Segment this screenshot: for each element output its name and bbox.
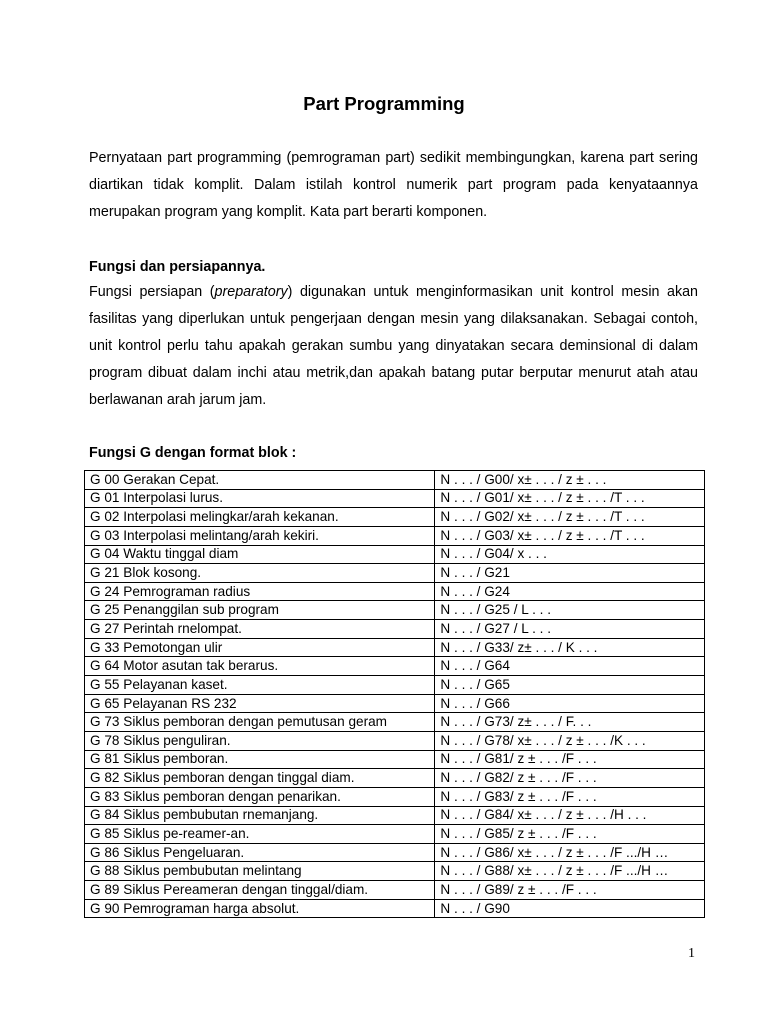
g-code-block-format: N . . . / G64 [435, 657, 705, 676]
g-code-description: G 55 Pelayanan kaset. [85, 676, 435, 695]
g-code-block-format: N . . . / G24 [435, 582, 705, 601]
table-row [85, 843, 705, 862]
table-row [85, 825, 705, 844]
g-code-block-format: N . . . / G01/ x± . . . / z ± . . . /T . . . [435, 489, 705, 508]
table-row [85, 545, 705, 564]
g-code-description: G 83 Siklus pemboran dengan penarikan. [85, 787, 435, 806]
g-code-block-format: N . . . / G21 [435, 564, 705, 583]
g-code-block-format: N . . . / G86/ x± . . . / z ± . . . /F .../H … [435, 843, 705, 862]
g-code-description: G 85 Siklus pe-reamer-an. [85, 825, 435, 844]
g-code-description: G 78 Siklus penguliran. [85, 731, 435, 750]
g-code-description: G 04 Waktu tinggal diam [85, 545, 435, 564]
preparatory-paragraph [89, 279, 698, 414]
table-row [85, 750, 705, 769]
table-row [85, 489, 705, 508]
table-row [85, 508, 705, 527]
table-row [85, 787, 705, 806]
g-code-description: G 21 Blok kosong. [85, 564, 435, 583]
section-heading-fungsi-g: Fungsi G dengan format blok : [89, 445, 297, 461]
g-code-block-format: N . . . / G84/ x± . . . / z ± . . . /H . . . [435, 806, 705, 825]
table-row [85, 769, 705, 788]
table-row [85, 694, 705, 713]
g-code-block-format: N . . . / G88/ x± . . . / z ± . . . /F .../H … [435, 862, 705, 881]
table-row [85, 526, 705, 545]
g-code-block-format: N . . . / G89/ z ± . . . /F . . . [435, 881, 705, 900]
g-code-description: G 25 Penanggilan sub program [85, 601, 435, 620]
g-code-block-format: N . . . / G27 / L . . . [435, 620, 705, 639]
g-code-block-format: N . . . / G82/ z ± . . . /F . . . [435, 769, 705, 788]
g-code-description: G 64 Motor asutan tak berarus. [85, 657, 435, 676]
g-code-description: G 88 Siklus pembubutan melintang [85, 862, 435, 881]
g-code-description: G 00 Gerakan Cepat. [85, 471, 435, 490]
table-row [85, 564, 705, 583]
g-code-table [84, 470, 705, 918]
g-code-block-format: N . . . / G03/ x± . . . / z ± . . . /T . . . [435, 526, 705, 545]
g-code-description: G 82 Siklus pemboran dengan tinggal diam. [85, 769, 435, 788]
table-row [85, 713, 705, 732]
table-row [85, 471, 705, 490]
g-code-description: G 86 Siklus Pengeluaran. [85, 843, 435, 862]
g-code-description: G 02 Interpolasi melingkar/arah kekanan. [85, 508, 435, 527]
g-code-description: G 24 Pemrograman radius [85, 582, 435, 601]
table-row [85, 862, 705, 881]
g-code-block-format: N . . . / G78/ x± . . . / z ± . . . /K . . . [435, 731, 705, 750]
g-code-block-format: N . . . / G66 [435, 694, 705, 713]
page-title: Part Programming [303, 93, 465, 114]
g-code-block-format: N . . . / G85/ z ± . . . /F . . . [435, 825, 705, 844]
g-code-block-format: N . . . / G90 [435, 899, 705, 918]
g-code-block-format: N . . . / G81/ z ± . . . /F . . . [435, 750, 705, 769]
g-code-block-format: N . . . / G33/ z± . . . / K . . . [435, 638, 705, 657]
table-row [85, 676, 705, 695]
g-code-block-format: N . . . / G02/ x± . . . / z ± . . . /T . . . [435, 508, 705, 527]
intro-paragraph: Pernyataan part programming (pemrograman part) sedikit membingungkan, karena part sering diartikan tidak komplit. Dalam istilah kontrol numerik part program pada kenyataannya merupakan program yang komplit. Kata part berarti komponen. [89, 150, 698, 220]
preparatory-text-start: Fungsi persiapan ( [89, 284, 215, 300]
g-code-block-format: N . . . / G65 [435, 676, 705, 695]
g-code-block-format: N . . . / G04/ x . . . [435, 545, 705, 564]
preparatory-italic-term: preparatory [214, 284, 288, 300]
table-row [85, 638, 705, 657]
g-code-description: G 01 Interpolasi lurus. [85, 489, 435, 508]
g-code-description: G 90 Pemrograman harga absolut. [85, 899, 435, 918]
g-code-description: G 65 Pelayanan RS 232 [85, 694, 435, 713]
table-row [85, 657, 705, 676]
table-row [85, 620, 705, 639]
table-row [85, 881, 705, 900]
g-code-block-format: N . . . / G73/ z± . . . / F. . . [435, 713, 705, 732]
page-number: 1 [688, 946, 695, 961]
table-row [85, 582, 705, 601]
section-heading-fungsi: Fungsi dan persiapannya. [89, 259, 266, 275]
g-code-description: G 27 Perintah rnelompat. [85, 620, 435, 639]
table-row [85, 731, 705, 750]
g-code-block-format: N . . . / G00/ x± . . . / z ± . . . [435, 471, 705, 490]
g-code-description: G 81 Siklus pemboran. [85, 750, 435, 769]
g-code-block-format: N . . . / G25 / L . . . [435, 601, 705, 620]
g-code-description: G 89 Siklus Pereameran dengan tinggal/diam. [85, 881, 435, 900]
preparatory-text-end: ) digunakan untuk menginformasikan unit kontrol mesin akan fasilitas yang diperlukan untuk pengerjaan dengan mesin yang dilaksanakan. Sebagai contoh, unit kontrol perlu tahu apakah gerakan sumbu yang dinyatakan secara deminsional di dalam program dibuat dalam inchi atau metrik,dan apakah batang putar berputar menurut atah atau berlawanan arah jarum jam. [89, 284, 698, 408]
g-code-description: G 84 Siklus pembubutan rnemanjang. [85, 806, 435, 825]
table-row [85, 601, 705, 620]
table-row [85, 899, 705, 918]
table-row [85, 806, 705, 825]
g-code-description: G 03 Interpolasi melintang/arah kekiri. [85, 526, 435, 545]
g-code-block-format: N . . . / G83/ z ± . . . /F . . . [435, 787, 705, 806]
g-code-description: G 73 Siklus pemboran dengan pemutusan geram [85, 713, 435, 732]
g-code-description: G 33 Pemotongan ulir [85, 638, 435, 657]
